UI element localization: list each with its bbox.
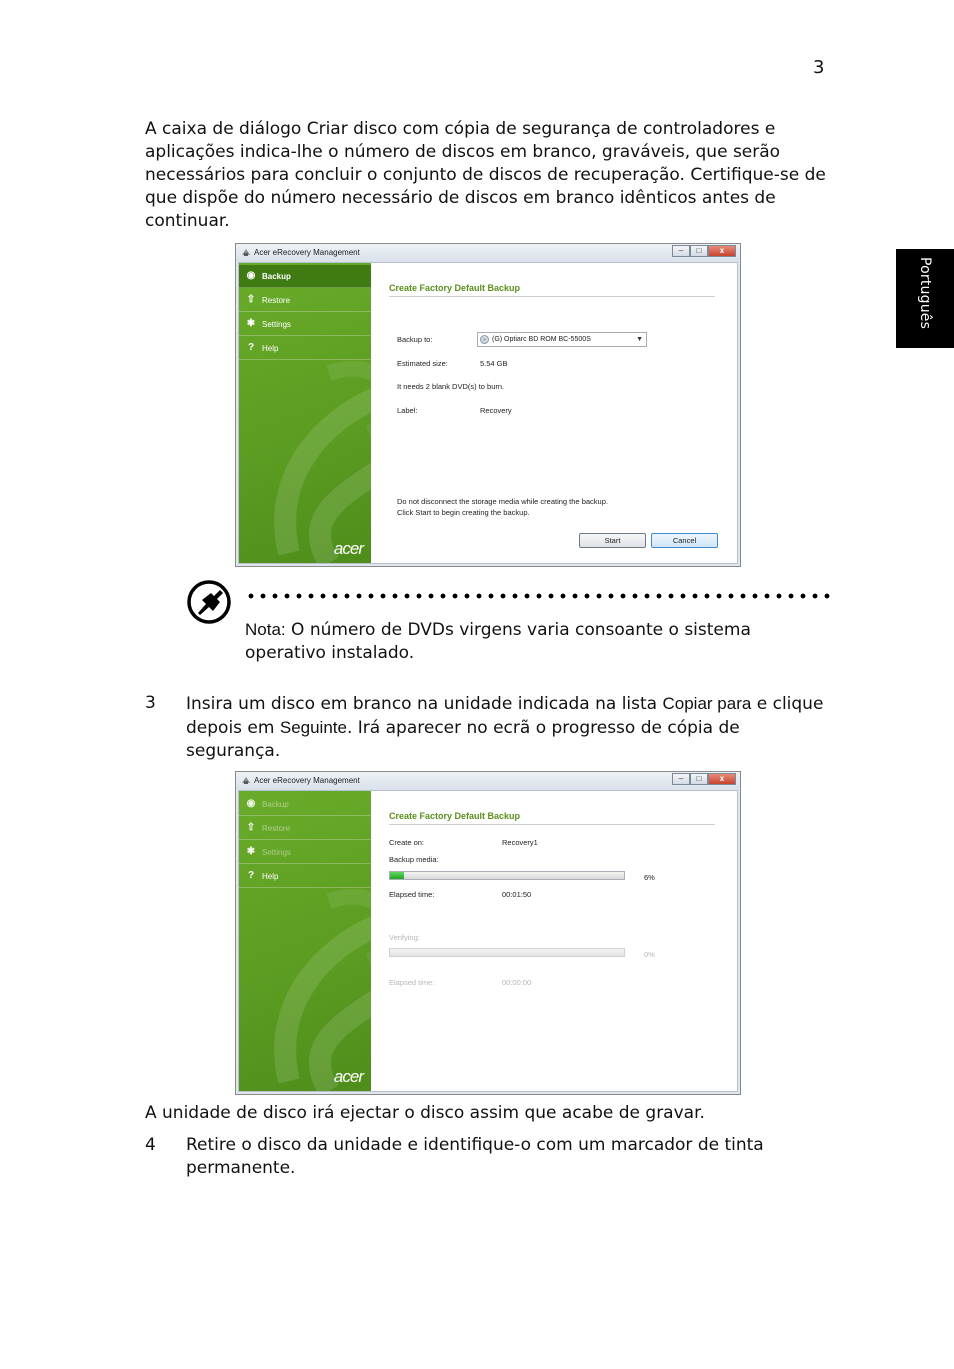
sidebar-decoration [269,353,371,563]
backup-progress-bar [389,871,625,880]
chevron-down-icon: ▼ [636,336,643,343]
blank-disc-count: It needs 2 blank DVD(s) to burn. [397,382,505,391]
content-panel [371,791,737,1091]
intro-paragraph: A caixa de diálogo Criar disco com cópia de segurança de controladores e aplicações indica-lhe o número de discos em branco, graváveis, que serão necessários para concluir o conjunto de discos de recuperação. Certifique-se de que dispõe do número necessário de discos em branco idênticos antes de continuar. [145,119,826,231]
estimated-size-value: 5.54 GB [480,359,508,368]
warning-line-1: Do not disconnect the storage media while creating the backup. [397,497,608,506]
window-title: Acer eRecovery Management [254,776,360,785]
title-bar [236,244,740,262]
backup-media-label: Backup media: [389,855,439,864]
maximize-button[interactable]: □ [690,773,708,785]
sidebar-item-backup[interactable]: ◉ Backup [239,793,371,816]
section-title: Create Factory Default Backup [389,283,521,293]
step-4 [145,1134,835,1182]
note-icon [186,579,232,625]
start-button[interactable]: Start [579,533,646,548]
help-icon: ? [247,870,255,881]
window-title: Acer eRecovery Management [254,248,360,257]
verifying-label: Verifying: [389,933,420,942]
title-bar [236,772,740,790]
page-number: 3 [813,57,825,78]
minimize-button[interactable]: – [672,773,690,785]
note-text: Nota: O número de DVDs virgens varia consoante o sistema operativo instalado. [245,620,751,663]
step-text: Insira um disco em branco na unidade indicada na lista Copiar para e clique depois em Seguinte. Irá aparecer no ecrã o progresso de cópia de segurança. [186,694,824,761]
label-label: Label: [397,406,418,415]
backup-to-select[interactable]: (G) Optiarc BD ROM BC-5500S ▼ [477,332,647,347]
step-number: 4 [145,1135,156,1155]
sidebar-item-backup[interactable]: ◉ Backup [239,265,371,288]
term-copiar-para: Copiar para [662,694,752,713]
warning-line-2: Click Start to begin creating the backup. [397,508,530,517]
backup-progress-percent: 6% [644,873,655,882]
estimated-size-label: Estimated size: [397,359,448,368]
help-icon: ? [247,342,255,353]
create-on-label: Create on: [389,838,425,847]
cancel-button[interactable]: Cancel [651,533,718,548]
term-seguinte: Seguinte [279,718,347,737]
sidebar [239,791,371,1091]
sidebar-item-restore[interactable]: ⇧ Restore [239,289,371,312]
sidebar-decoration [269,881,371,1091]
gear-icon: ✱ [246,318,256,329]
content-panel [371,263,737,563]
maximize-button[interactable]: □ [690,245,708,257]
acer-logo: acer [333,539,363,558]
drive-icon [480,335,489,344]
sidebar-item-restore[interactable]: ⇧ Restore [239,817,371,840]
note-divider [245,593,833,599]
verify-progress-bar [389,948,625,957]
sidebar [239,263,371,563]
restore-icon: ⇧ [246,822,256,833]
backup-progress-fill [390,872,404,879]
close-button[interactable]: x [708,245,736,257]
section-title: Create Factory Default Backup [389,811,521,821]
step-text: Retire o disco da unidade e identifique-o com um marcador de tinta permanente. [186,1135,764,1178]
gear-icon: ✱ [246,846,256,857]
divider [389,824,715,825]
note-label: Nota: [245,620,286,639]
elapsed-time-2-value: 00:00:00 [502,978,532,987]
end-paragraph: A unidade de disco irá ejectar o disco assim que acabe de gravar. [145,1103,705,1123]
app-icon [241,247,251,257]
minimize-button[interactable]: – [672,245,690,257]
sidebar-item-help[interactable]: ? Help [239,337,371,360]
screenshot-backup-dialog [235,243,741,567]
elapsed-time-2-label: Elapsed time: [389,978,435,987]
step-3 [145,692,835,762]
backup-icon: ◉ [246,270,256,281]
elapsed-time-value: 00:01:50 [502,890,532,899]
sidebar-item-settings[interactable]: ✱ Settings [239,313,371,336]
create-on-value: Recovery1 [502,838,538,847]
step-number: 3 [145,693,156,713]
app-icon [241,775,251,785]
language-tab: Português [896,249,954,348]
screenshot-progress-dialog [235,771,741,1095]
label-value: Recovery [480,406,512,415]
backup-icon: ◉ [246,798,256,809]
elapsed-time-label: Elapsed time: [389,890,435,899]
backup-to-label: Backup to: [397,335,433,344]
verify-progress-percent: 0% [644,950,655,959]
sidebar-item-settings[interactable]: ✱ Settings [239,841,371,864]
sidebar-item-help[interactable]: ? Help [239,865,371,888]
acer-logo: acer [333,1067,363,1086]
divider [389,296,715,297]
close-button[interactable]: x [708,773,736,785]
restore-icon: ⇧ [246,294,256,305]
